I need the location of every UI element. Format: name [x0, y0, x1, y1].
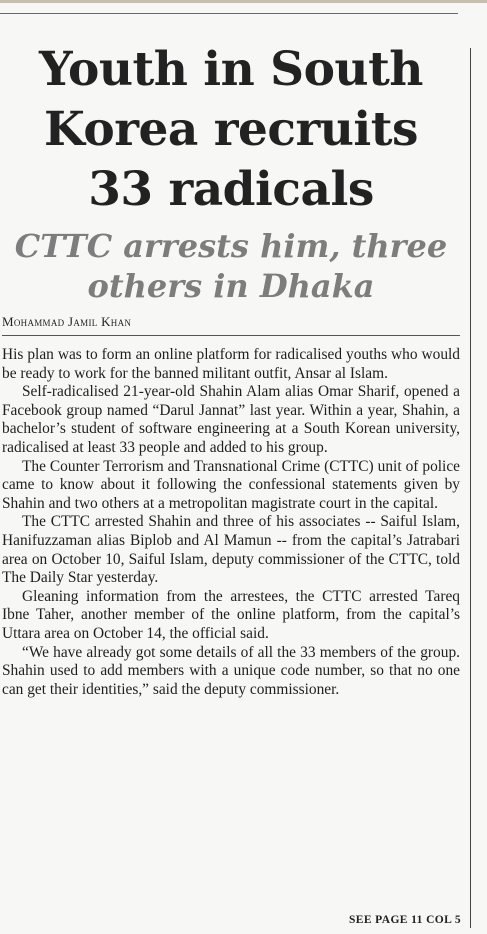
- body-paragraph: The CTTC arrested Shahin and three of his associates -- Saiful Islam, Hanifuzzaman alias Biplob and Al Mamun -- from the capital’s Jatrabari area on October 10, Saiful Islam, deputy commissioner of the CTTC, told The Daily Star yesterday.: [2, 513, 460, 587]
- byline-divider: [2, 335, 460, 336]
- continued-on-page-link[interactable]: SEE PAGE 11 COL 5: [348, 914, 461, 926]
- body-paragraph: His plan was to form an online platform for radicalised youths who would be ready to work for the banned militant outfit, Ansar al Islam.: [2, 346, 460, 382]
- column-divider: [470, 48, 471, 928]
- article-body: [2, 346, 460, 699]
- top-color-strip: [0, 0, 487, 3]
- top-divider: [0, 13, 458, 14]
- subheadline: CTTC arrests him, three others in Dhaka: [14, 227, 448, 305]
- body-paragraph: The Counter Terrorism and Transnational Crime (CTTC) unit of police came to know about it following the confessional statements given by Shahin and two others at a metropolitan magistrate court in the capital.: [2, 457, 460, 512]
- body-paragraph: Gleaning information from the arrestees, the CTTC arrested Tareq Ibne Taher, another member of the online platform, from the capital’s Uttara area on October 14, the official said.: [2, 587, 460, 642]
- body-paragraph: Self-radicalised 21-year-old Shahin Alam alias Omar Sharif, opened a Facebook group named “Darul Jannat” last year. Within a year, Shahin, a bachelor’s student of software engineering at a South Korean university, radicalised at least 33 people and added to his group.: [2, 383, 460, 456]
- byline: Mohammad Jamil Khan: [2, 314, 132, 329]
- body-paragraph: “We have already got some details of all the 33 members of the group. Shahin used to add members with a unique code number, so that no one can get their identities,” said the deputy commissioner.: [2, 643, 460, 698]
- headline: Youth in South Korea recruits 33 radicals: [39, 42, 423, 217]
- news-article: [0, 40, 462, 699]
